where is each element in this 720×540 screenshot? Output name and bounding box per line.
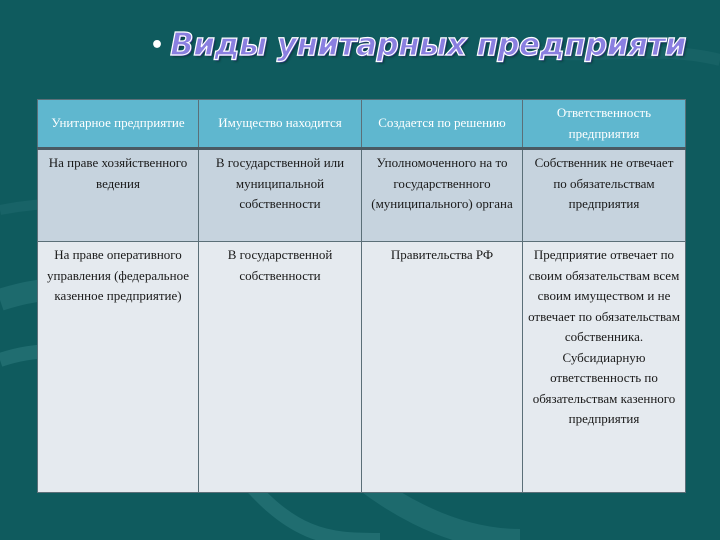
table-cell: В государственной собственности: [199, 242, 362, 493]
table-cell: На праве оперативного управления (федеральное казенное предприятие): [38, 242, 199, 493]
table-cell: В государственной или муниципальной собственности: [199, 149, 362, 242]
header-cell-created-by: Создается по решению: [362, 100, 523, 149]
table-cell: Предприятие отвечает по своим обязательствам всем своим имуществом и не отвечает по обязательствам собственника. Субсидиарную ответственность по обязательствам казенного предприятия: [523, 242, 686, 493]
table-header-row: [38, 100, 686, 149]
table-row: [38, 242, 686, 493]
header-cell-enterprise: Унитарное предприятие: [38, 100, 199, 149]
unitary-enterprise-table: [37, 99, 686, 493]
header-cell-liability: Ответственность предприятия: [523, 100, 686, 149]
table-cell: На праве хозяйственного ведения: [38, 149, 199, 242]
title-bullet: •: [150, 32, 165, 58]
table-cell: Уполномоченного на то государственного (муниципального) органа: [362, 149, 523, 242]
table-row: [38, 149, 686, 242]
header-cell-property: Имущество находится: [199, 100, 362, 149]
slide-title: Виды унитарных предприяти: [170, 27, 687, 63]
slide-title-area: [150, 20, 687, 70]
table-cell: Правительства РФ: [362, 242, 523, 493]
table-cell: Собственник не отвечает по обязательствам предприятия: [523, 149, 686, 242]
